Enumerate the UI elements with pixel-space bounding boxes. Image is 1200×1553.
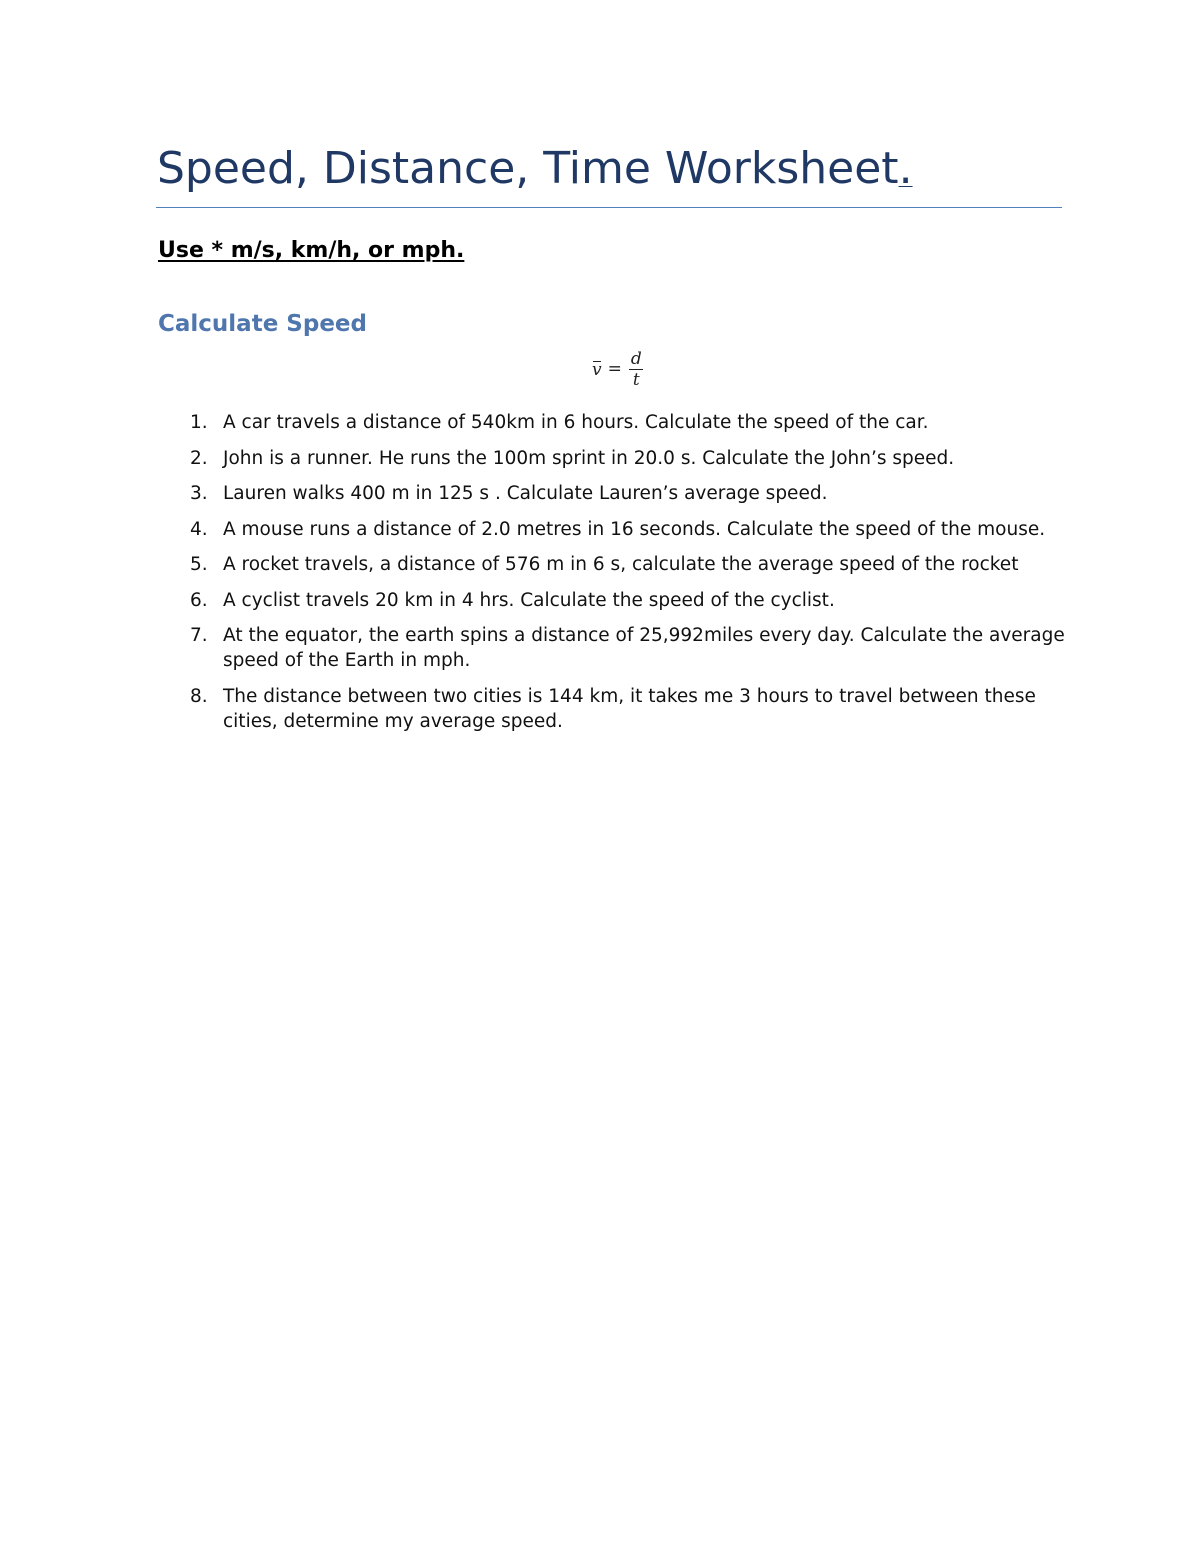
question-text: At the equator, the earth spins a distance of 25,992miles every day. Calculate the average speed of the Earth in mph. [223, 625, 1065, 671]
question-item [186, 623, 1086, 673]
question-list [186, 410, 1086, 744]
question-text: The distance between two cities is 144 km, it takes me 3 hours to travel between these cities, determine my average speed. [223, 685, 1036, 732]
question-number: 5. [190, 554, 208, 575]
formula-fraction [628, 349, 645, 390]
page-title [157, 140, 913, 198]
question-text: A car travels a distance of 540km in 6 hours. Calculate the speed of the car. [223, 412, 929, 433]
formula-overbar [593, 361, 601, 362]
formula-equals: = [607, 359, 622, 379]
question-number: 6. [190, 589, 208, 611]
question-text: A cyclist travels 20 km in 4 hrs. Calculate the speed of the cyclist. [223, 589, 835, 611]
question-text: A mouse runs a distance of 2.0 metres in 16 seconds. Calculate the speed of the mouse. [223, 518, 1046, 540]
page-title-suffix: . [898, 143, 913, 194]
formula-average-velocity [592, 358, 602, 380]
formula-denominator: t [632, 369, 640, 390]
speed-formula [592, 344, 645, 394]
question-number: 3. [190, 483, 208, 504]
question-item [186, 684, 1086, 734]
question-text: Lauren walks 400 m in 125 s . Calculate Lauren’s average speed. [223, 483, 828, 504]
question-item [186, 552, 1086, 577]
units-note: Use * m/s, km/h, or mph. [158, 238, 465, 263]
section-heading: Calculate Speed [158, 311, 367, 337]
question-item [186, 446, 1086, 471]
question-item [186, 517, 1086, 542]
formula-lhs-symbol: v [592, 360, 602, 380]
question-item [186, 410, 1086, 435]
question-number: 2. [190, 447, 208, 469]
question-number: 4. [190, 518, 208, 540]
question-text: A rocket travels, a distance of 576 m in 6 s, calculate the average speed of the rocket [223, 554, 1019, 575]
formula-numerator: d [630, 348, 642, 369]
title-divider [156, 207, 1062, 208]
question-text: John is a runner. He runs the 100m sprint in 20.0 s. Calculate the John’s speed. [223, 447, 955, 469]
question-item [186, 588, 1086, 613]
question-number: 8. [190, 685, 208, 707]
question-number: 1. [190, 412, 208, 433]
page-title-text: Speed, Distance, Time Worksheet [157, 143, 899, 194]
question-item [186, 481, 1086, 506]
question-number: 7. [190, 625, 208, 646]
